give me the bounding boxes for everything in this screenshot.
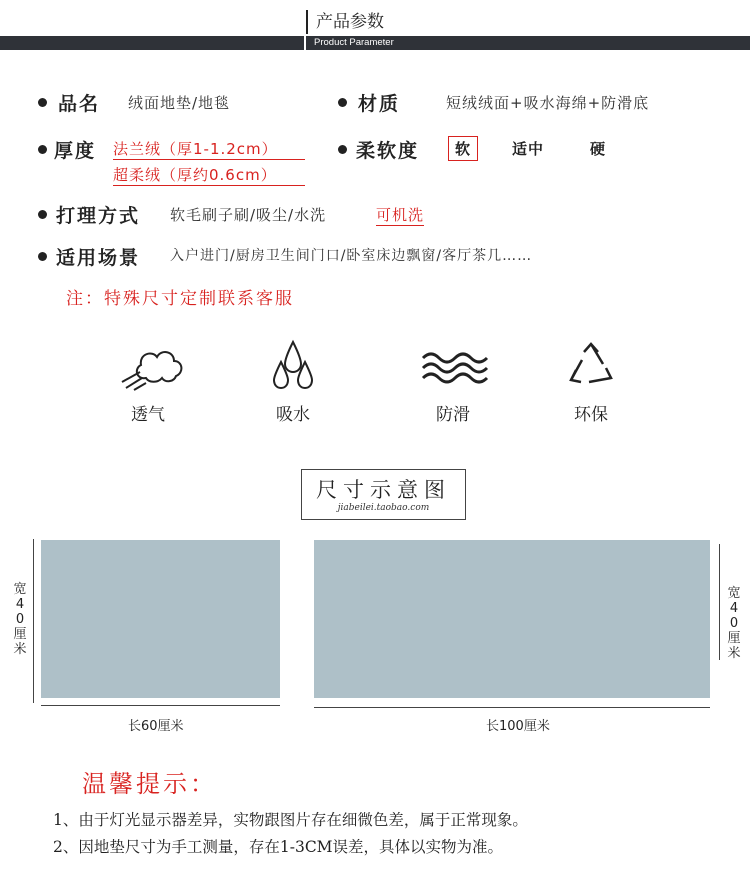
feature-breathable [103,338,193,425]
bullet [338,98,347,107]
waves-icon [413,338,493,392]
feature-nonslip [408,338,498,425]
scene-value: 入户进门/厨房卫生间门口/卧室床边飘窗/客厅茶几…… [170,248,533,264]
tips-title: 温馨提示： [82,770,217,798]
feature-label: 环保 [574,405,608,425]
width-dimension-line [719,544,720,660]
custom-size-note: 注：特殊尺寸定制联系客服 [66,289,294,309]
care-label: 打理方式 [56,205,141,227]
size-chart-watermark: jiabeilei.taobao.com [337,503,430,513]
breathable-cloud-icon [108,338,188,392]
feature-eco [546,338,636,425]
feature-label: 吸水 [276,405,310,425]
tip-item: 2、因地垫尺寸为手工测量，存在1-3CM误差，具体以实物为准。 [53,838,504,856]
bullet [38,98,47,107]
water-drops-icon [253,338,333,392]
scene-label: 适用场景 [56,247,141,269]
recycle-icon [551,338,631,392]
care-value: 软毛刷子刷/吸尘/水洗 [170,206,327,224]
small-mat [41,540,280,698]
feature-absorbent [248,338,338,425]
thickness-label: 厚度 [54,140,97,162]
size-chart-title-box [301,469,466,520]
bullet [38,252,47,261]
small-length-label: 长60厘米 [128,719,184,734]
large-length-label: 长100厘米 [486,719,550,734]
thickness-option-1: 法兰绒（厚1-1.2cm） [113,138,305,160]
softness-label: 柔软度 [356,140,420,162]
length-dimension-line [314,707,710,708]
page-title: 产品参数 [306,10,384,34]
bullet [338,145,347,154]
material-label: 材质 [358,93,401,115]
width-dimension-line [33,539,34,703]
tip-item: 1、由于灯光显示器差异，实物跟图片存在细微色差，属于正常现象。 [53,811,528,829]
softness-option-soft: 软 [448,136,478,161]
length-dimension-line [41,705,280,706]
thickness-option-2: 超柔绒（厚约0.6cm） [113,164,305,186]
size-chart-title: 尺寸示意图 [316,478,451,502]
page-subtitle: Product Parameter [304,36,394,50]
softness-option-hard: 硬 [590,140,607,158]
width-label-right: 宽40厘米 [727,586,741,661]
large-mat [314,540,710,698]
bullet [38,145,47,154]
width-label-left: 宽40厘米 [13,582,27,657]
feature-label: 透气 [131,405,165,425]
feature-label: 防滑 [436,405,470,425]
bullet [38,210,47,219]
material-value: 短绒绒面+吸水海绵+防滑底 [446,94,650,112]
care-machine-wash: 可机洗 [376,206,425,224]
name-value: 绒面地垫/地毯 [128,94,231,112]
name-label: 品名 [58,93,101,115]
softness-option-medium: 适中 [512,140,545,158]
